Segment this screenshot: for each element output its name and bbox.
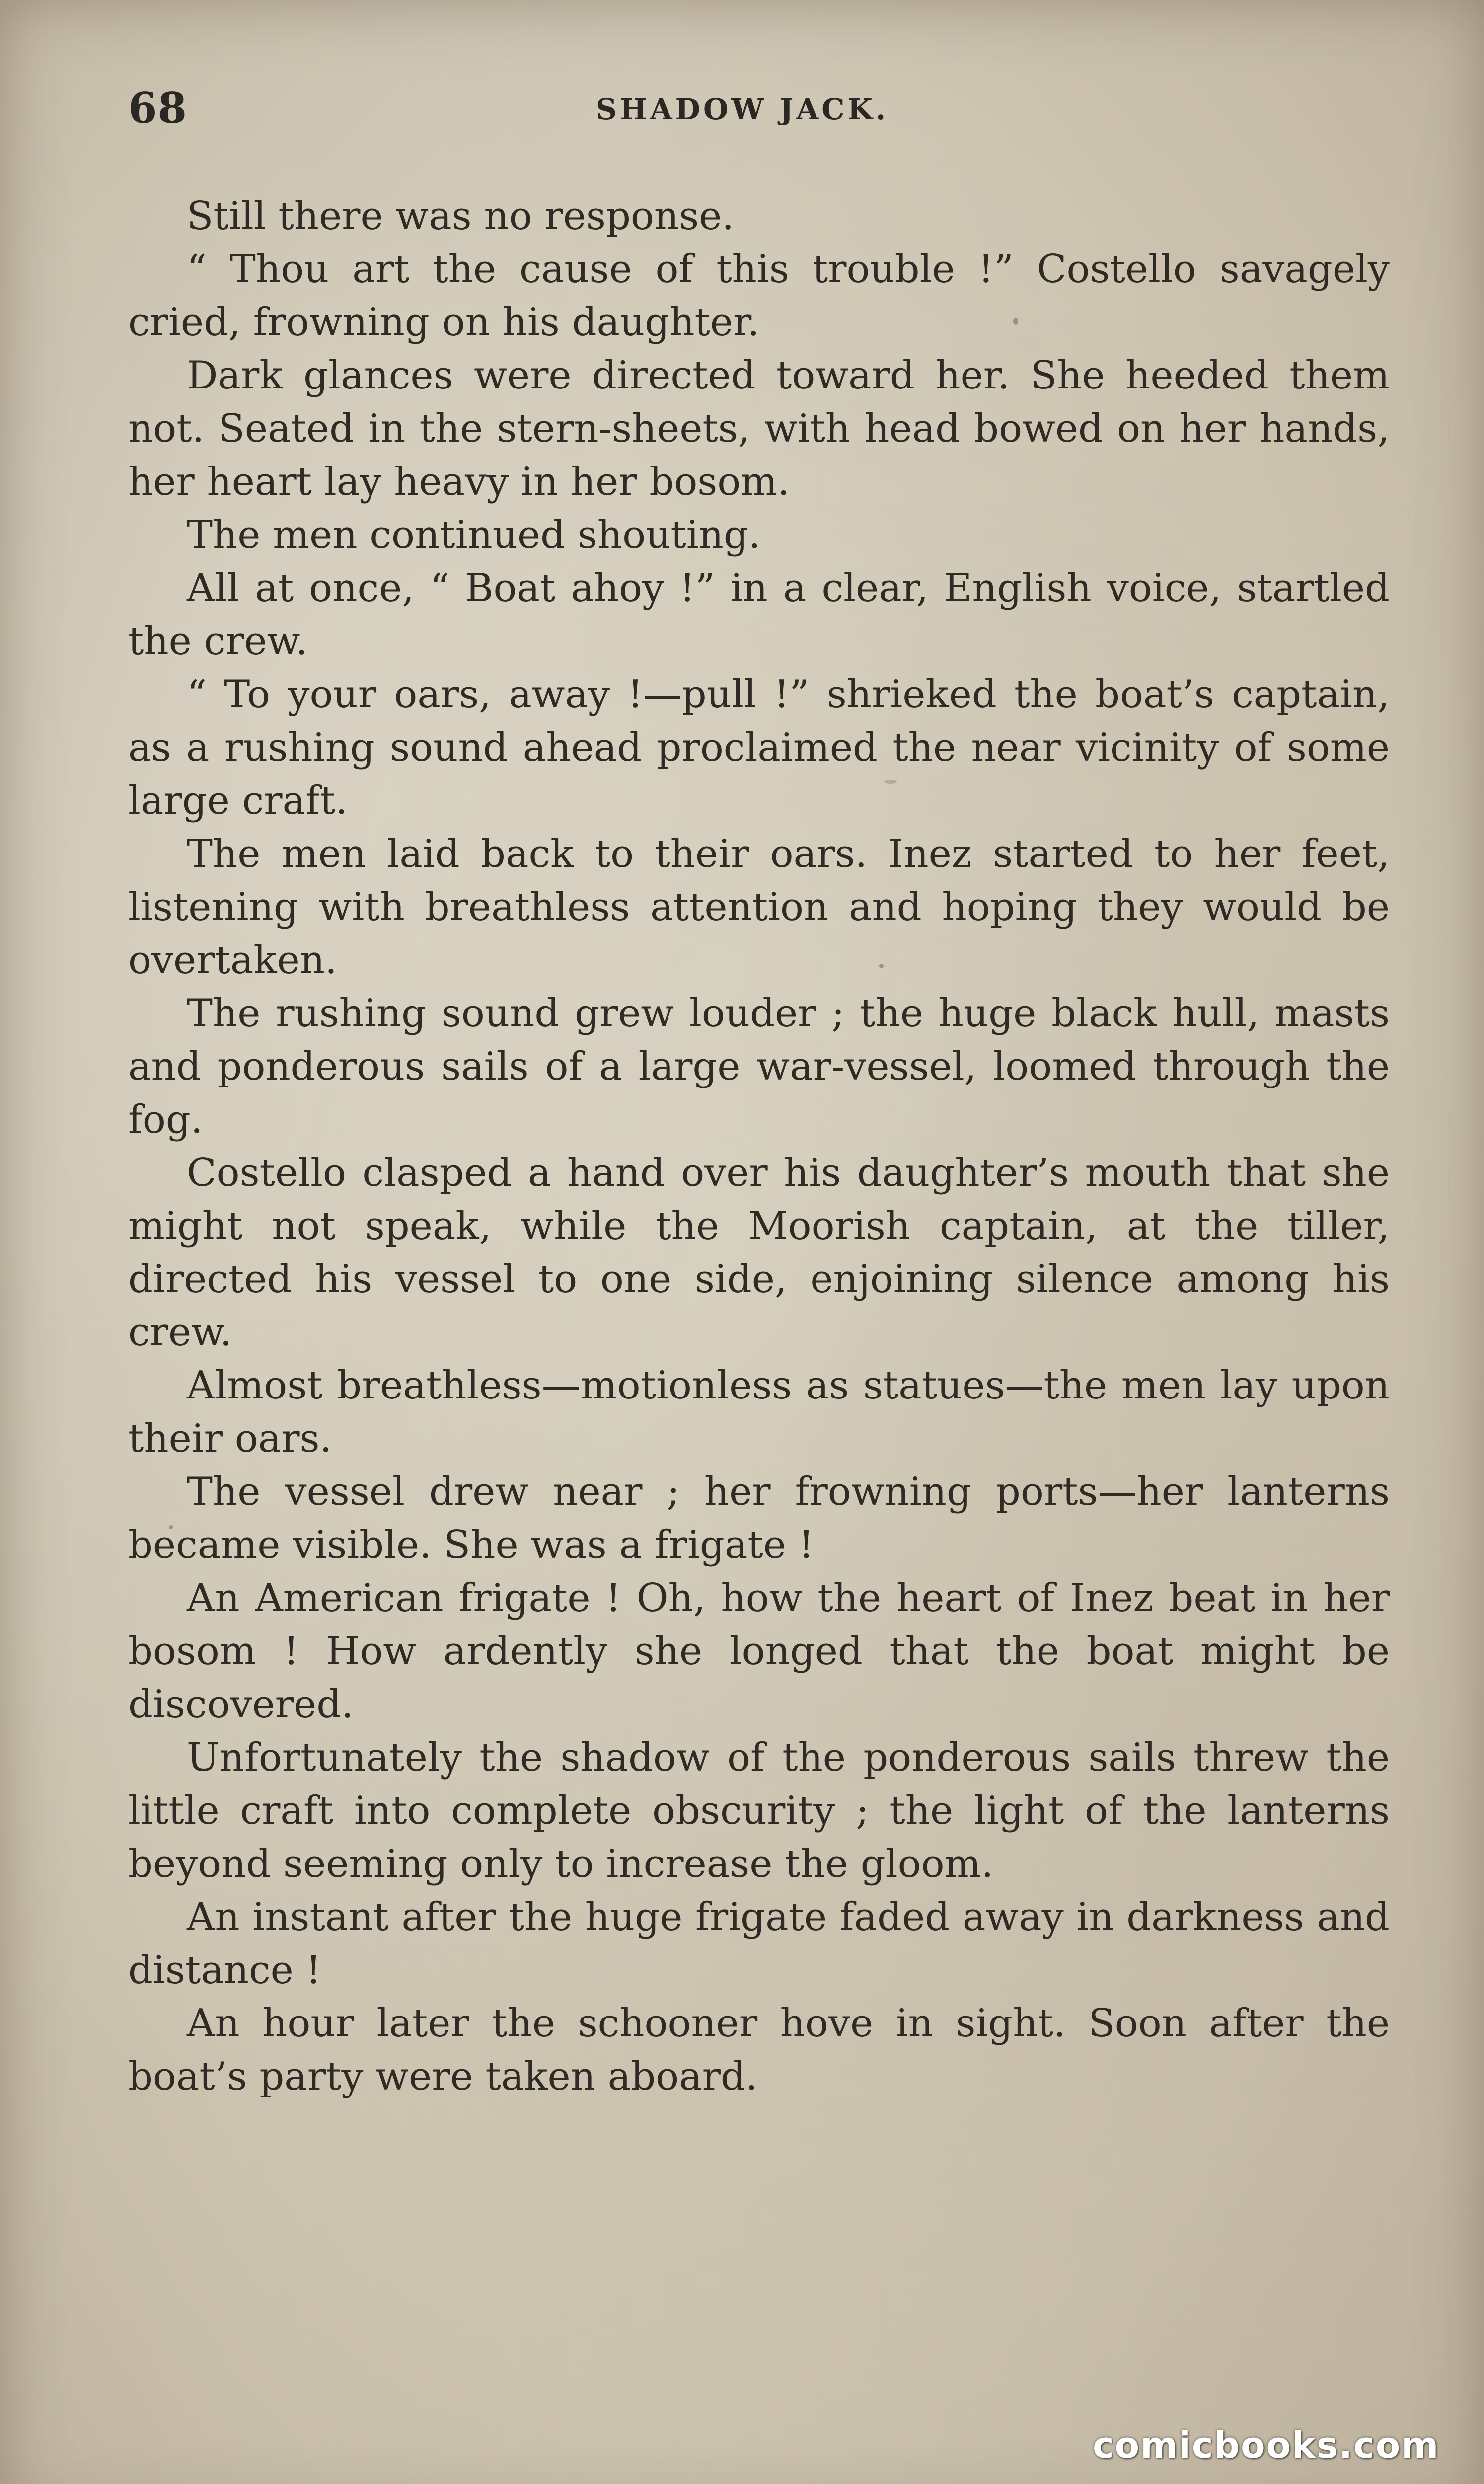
- paragraph: The men continued shouting.: [187, 513, 761, 557]
- paragraph: The men laid back to their oars. Inez started to her feet, listening with breathless attention and hoping they would be overtaken.: [128, 832, 1390, 983]
- paragraph: Costello clasped a hand over his daughter’s mouth that she might not speak, while the Moorish captain, at the tiller, directed his vessel to one side, enjoining silence among his crew.: [128, 1151, 1390, 1355]
- paper-speck: [169, 1525, 173, 1529]
- page-number: 68: [128, 83, 187, 133]
- running-head: SHADOW JACK.: [596, 92, 889, 126]
- paragraph: Dark glances were directed toward her. She heeded them not. Seated in the stern-sheets, with head bowed on her hands, her heart lay heavy in her bosom.: [128, 353, 1390, 504]
- paragraph: Still there was no response.: [187, 194, 735, 238]
- paragraph: All at once, “ Boat ahoy !” in a clear, English voice, startled the crew.: [128, 566, 1390, 664]
- paper-speck: [884, 780, 897, 784]
- site-watermark: comicbooks.com: [1093, 2424, 1440, 2466]
- paragraph: “ Thou art the cause of this trouble !” Costello savagely cried, frowning on his daughter.: [128, 247, 1390, 345]
- paragraph: An instant after the huge frigate faded away in darkness and distance !: [128, 1895, 1390, 1993]
- paragraph: Almost breathless—motionless as statues—the men lay upon their oars.: [128, 1363, 1390, 1461]
- page-header: [0, 83, 1484, 143]
- paragraph: “ To your oars, away !—pull !” shrieked the boat’s captain, as a rushing sound ahead proclaimed the near vicinity of some large craft.: [128, 672, 1390, 823]
- paragraph: The vessel drew near ; her frowning ports—her lanterns became visible. She was a frigate !: [128, 1470, 1390, 1567]
- paragraph: An American frigate ! Oh, how the heart of Inez beat in her bosom ! How ardently she longed that the boat might be discovered.: [128, 1576, 1390, 1727]
- paragraph: The rushing sound grew louder ; the huge black hull, masts and ponderous sails of a large war-vessel, loomed through the fog.: [128, 991, 1390, 1142]
- body-text: [128, 190, 1390, 2103]
- paragraph: An hour later the schooner hove in sight. Soon after the boat’s party were taken aboard.: [128, 2001, 1390, 2099]
- paper-speck: [1013, 318, 1018, 325]
- paragraph: Unfortunately the shadow of the ponderous sails threw the little craft into complete obscurity ; the light of the lanterns beyond seeming only to increase the gloom.: [128, 1735, 1390, 1886]
- paper-speck: [879, 964, 884, 968]
